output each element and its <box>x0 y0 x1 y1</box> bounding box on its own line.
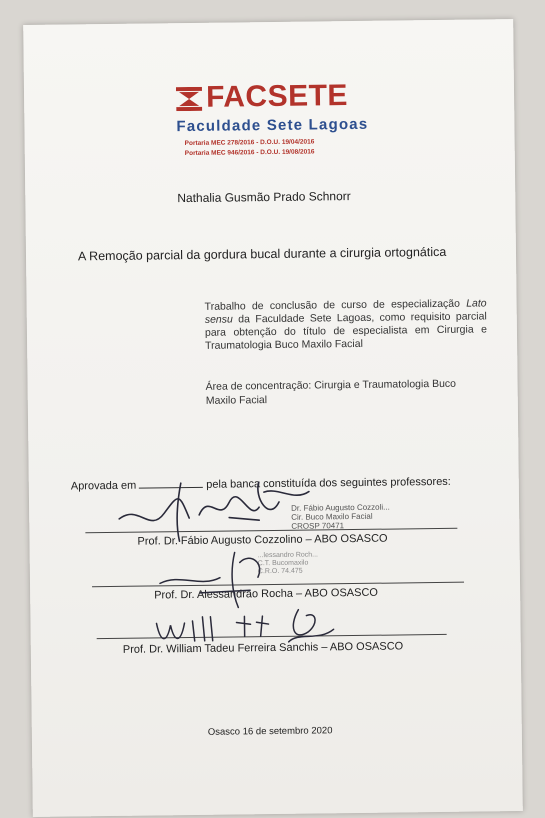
approval-date-blank <box>139 487 203 489</box>
thesis-title: A Remoção parcial da gordura bucal durante a cirurgia ortognática <box>77 244 447 264</box>
portaria-line-1: Portaria MEC 278/2016 - D.O.U. 19/04/2016 <box>184 138 315 148</box>
facsete-logo-icon <box>176 87 202 111</box>
examiner-3: Prof. Dr. William Tadeu Ferreira Sanchis – ABO OSASCO <box>122 640 404 656</box>
brand-name: FACSETE <box>205 79 349 114</box>
signature-line-3 <box>97 634 447 639</box>
institution-name: Faculdade Sete Lagoas <box>176 115 369 136</box>
facsete-logo <box>176 79 369 158</box>
approval-line <box>71 476 451 493</box>
examiner-1: Prof. Dr. Fábio Augusto Cozzolino – ABO OSASCO <box>137 532 388 548</box>
concentration-area: Área de concentração: Cirurgia e Traumatologia Buco Maxilo Facial <box>205 377 457 407</box>
stamp-1: Dr. Fábio Augusto Cozzoli... Cir. Buco Maxilo Facial CROSP 70471 <box>291 502 390 531</box>
approval-suffix: pela banca constituída dos seguintes professores: <box>206 475 451 491</box>
description-prefix: Trabalho de conclusão de curso de especialização <box>204 297 461 313</box>
examiner-2: Prof. Dr. Alessandrao Rocha – ABO OSASCO <box>154 586 378 602</box>
author-name: Nathalia Gusmão Prado Schnorr <box>177 189 351 206</box>
signature-line-2 <box>92 582 464 588</box>
thesis-description <box>205 297 488 352</box>
description-italic: Lato sensu <box>204 297 487 326</box>
stamp-2: ...lessandro Roch... C.T. Bucomaxilo C.R.O. 74.475 <box>257 551 319 576</box>
portaria-line-2: Portaria MEC 946/2016 - D.O.U. 19/08/2016 <box>184 148 315 158</box>
signature-line-1 <box>85 528 457 534</box>
description-rest: da Faculdade Sete Lagoas, como requisito parcial para obtenção do título de especialista em Cirurgia e Traumatologia Buco Maxilo Facial <box>204 310 488 352</box>
document-page <box>23 19 523 817</box>
approval-prefix: Aprovada em <box>70 479 137 493</box>
document-date: Osasco 16 de setembro 2020 <box>207 725 333 738</box>
